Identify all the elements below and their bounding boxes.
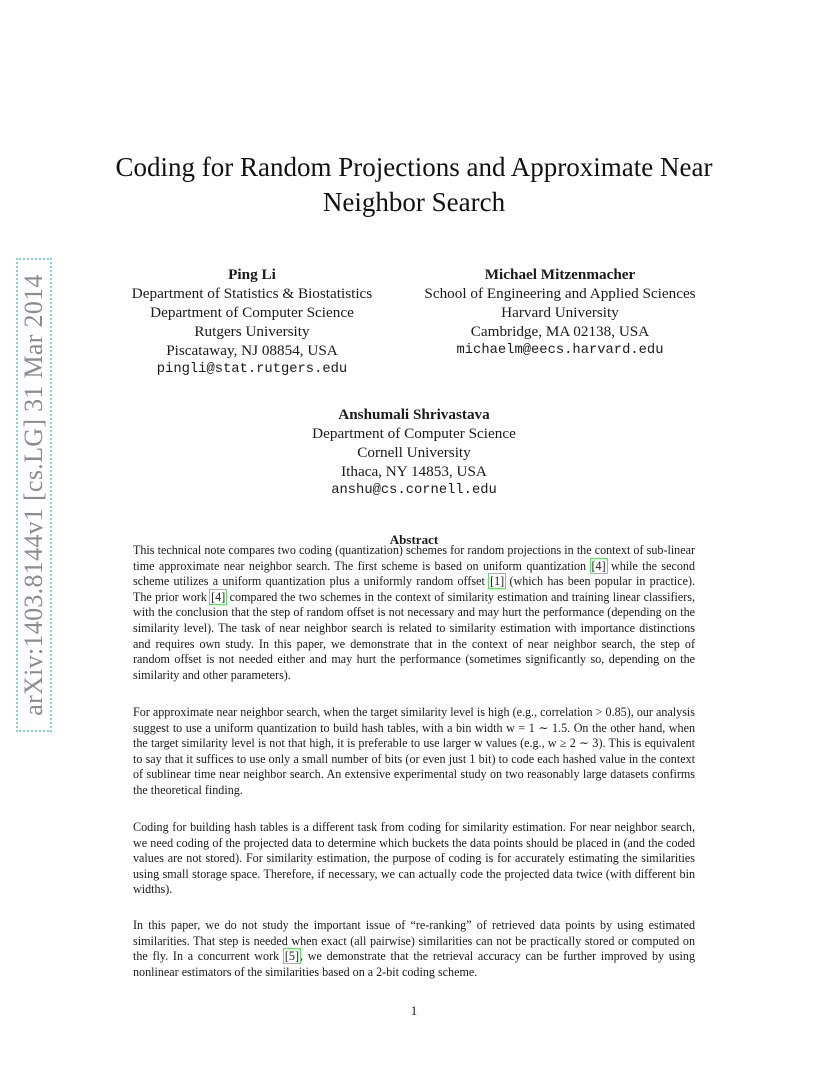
author-address: Cambridge, MA 02138, USA [470,323,650,340]
abstract-paragraph-4 [133,918,695,980]
citation-link[interactable]: [1] [490,574,505,589]
author-address: Piscataway, NJ 08854, USA [166,342,338,359]
author-email: michaelm@eecs.harvard.edu [456,343,664,358]
author-affiliation: Harvard University [501,304,619,321]
title-line-2: Neighbor Search [322,187,506,217]
author-name: Ping Li [228,266,276,283]
author-block-3 [264,405,564,500]
abstract-paragraph-3: Coding for building hash tables is a different task from coding for similarity estimation. For near neighbor search, we need coding of the projected data to determine which buckets the data points should be placed in (and the coded values are not stored). For similarity estimation, the purpose of coding is for accurately estimating the similarities using small storage space. Therefore, if necessary, we can actually code the projected data twice (with different bin widths). [133,820,695,897]
text-run: (which has been popular in practice). The prior work [133,574,695,604]
author-name: Michael Mitzenmacher [484,266,636,283]
author-name: Anshumali Shrivastava [338,406,490,423]
citation-link[interactable]: [4] [211,589,226,604]
arxiv-stamp [16,258,52,732]
author-affiliation: Department of Statistics & Biostatistics [131,285,373,302]
abstract-paragraph-2: For approximate near neighbor search, when the target similarity level is high (e.g., correlation > 0.85), our analysis suggest to use a uniform quantization to build hash tables, with a bin width w = 1 ∼ 1.5. On the other hand, when the target similarity level is not that high, it is preferable to use larger w values (e.g., w ≥ 2 ∼ 3). This is equivalent to say that it suffices to use only a small number of bits (or even just 1 bit) to code each hashed value in the context of sublinear time near neighbor search. An extensive experimental study on two reasonably large datasets confirms the theoretical finding. [133,705,695,797]
text-run: This technical note compares two coding (quantization) schemes for random projections in the context of sub-linear time approximate near neighbor search. The first scheme is based on uniform quantization [133,543,695,573]
author-address: Ithaca, NY 14853, USA [341,463,487,480]
author-email: anshu@cs.cornell.edu [331,483,497,498]
author-affiliation: School of Engineering and Applied Sciences [424,285,696,302]
text-run: , we demonstrate that the retrieval accuracy can be further improved by using nonlinear estimators of the similarities based on a 2-bit coding scheme. [133,949,695,979]
author-block-1 [110,265,394,379]
abstract-heading: Abstract [389,532,439,547]
author-affiliation: Cornell University [357,444,471,461]
abstract-paragraph-1 [133,543,695,683]
author-email: pingli@stat.rutgers.edu [156,362,348,377]
author-affiliation: Department of Computer Science [312,425,516,442]
author-affiliation: Rutgers University [194,323,310,340]
citation-link[interactable]: [5] [284,949,299,964]
text-run: In this paper, we do not study the important issue of “re-ranking” of retrieved data points by using estimated similarities. That step is needed when exact (all pairwise) similarities can not be practically stored or computed on the fly. In a concurrent work [133,918,695,964]
text-run: while the second scheme utilizes a uniform quantization plus a uniformly random offset [133,558,696,589]
arxiv-stamp-text: arXiv:1403.8144v1 [cs.LG] 31 Mar 2014 [19,274,48,716]
text-run: compared the two schemes in the context of similarity estimation and training linear classifiers, with the conclusion that the step of random offset is not necessary and may hurt the performance (depending on the similarity level). The task of near neighbor search is related to similarity estimation with importance distinctions and requires own study. In this paper, we demonstrate that in the context of near neighbor search, the step of random offset is not needed either and may hurt the performance (sometimes significantly so, depending on the similarity and other parameters). [133,589,695,682]
page-number: 1 [410,1003,418,1018]
author-block-2 [404,265,716,360]
citation-link[interactable]: [4] [591,558,606,573]
title-line-1: Coding for Random Projections and Approximate Near [115,152,713,182]
paper-title [80,150,748,220]
author-affiliation: Department of Computer Science [150,304,354,321]
